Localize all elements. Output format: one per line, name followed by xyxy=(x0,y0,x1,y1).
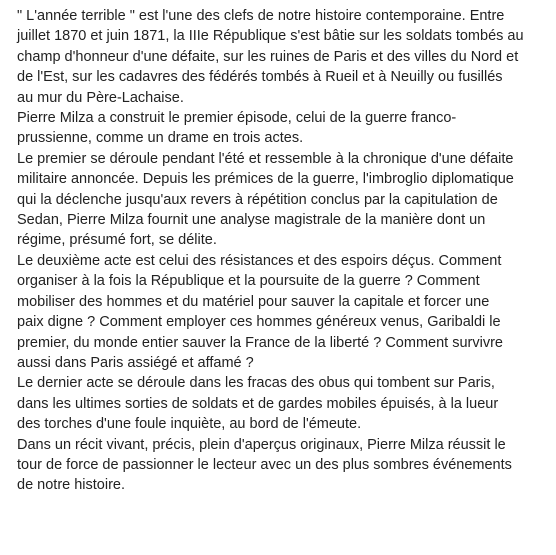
text-line: Le dernier acte se déroule dans les fracas des obus qui tombent sur Paris, xyxy=(17,375,495,392)
text-line: champ d'honneur d'une défaite, sur les ruines de Paris et des villes du Nord et xyxy=(17,48,519,65)
text-line: paix digne ? Comment employer ces hommes généreux venus, Garibaldi le xyxy=(17,314,501,331)
text-line: qui la déclenche jusqu'aux revers à répétition conclus par la capitulation de xyxy=(17,191,498,208)
paragraph-structure xyxy=(17,108,552,149)
text-line: régime, présumé fort, se délite. xyxy=(17,232,217,249)
text-line: Sedan, Pierre Milza fournit une analyse magistrale de la manière dont un xyxy=(17,212,486,229)
text-line: de l'Est, sur les cadavres des fédérés tombés à Rueil et à Neuilly ou fusillés xyxy=(17,69,503,86)
text-line: aussi dans Paris assiégé et affamé ? xyxy=(17,354,254,371)
paragraph-conclusion xyxy=(17,435,552,496)
text-line: Le premier se déroule pendant l'été et ressemble à la chronique d'une défaite xyxy=(17,150,514,167)
text-line: Dans un récit vivant, précis, plein d'aperçus originaux, Pierre Milza réussit le xyxy=(17,436,506,453)
text-line: Le deuxième acte est celui des résistances et des espoirs déçus. Comment xyxy=(17,252,502,269)
text-line: au mur du Père-Lachaise. xyxy=(17,89,184,106)
text-line: prussienne, comme un drame en trois actes. xyxy=(17,130,304,147)
text-line: " L'année terrible " est l'une des clefs de notre histoire contemporaine. Entre xyxy=(17,8,505,24)
text-line: Pierre Milza a construit le premier épisode, celui de la guerre franco- xyxy=(17,110,457,127)
text-line: dans les ultimes sorties de soldats et de gardes mobiles épuisés, à la lueur xyxy=(17,395,499,412)
text-line: premier, du monde entier sauver la France de la liberté ? Comment survivre xyxy=(17,334,503,351)
text-line: militaire annoncée. Depuis les prémices de la guerre, l'imbroglio diplomatique xyxy=(17,171,514,188)
paragraph-act-three xyxy=(17,373,552,434)
text-line: des torches d'une foule inquiète, au bord de l'émeute. xyxy=(17,416,362,433)
paragraph-intro xyxy=(17,6,552,108)
paragraph-act-two xyxy=(17,251,552,373)
text-line: organiser à la fois la République et la poursuite de la guerre ? Comment xyxy=(17,273,480,290)
text-line: de notre histoire. xyxy=(17,477,126,494)
text-line: tour de force de passionner le lecteur avec un des plus sombres événements xyxy=(17,456,512,473)
paragraph-act-one xyxy=(17,149,552,251)
text-line: juillet 1870 et juin 1871, la IIIe République s'est bâtie sur les soldats tombés au xyxy=(17,28,524,45)
book-description xyxy=(17,6,552,496)
text-line: mobiliser des hommes et du matériel pour sauver la capitale et forcer une xyxy=(17,293,490,310)
